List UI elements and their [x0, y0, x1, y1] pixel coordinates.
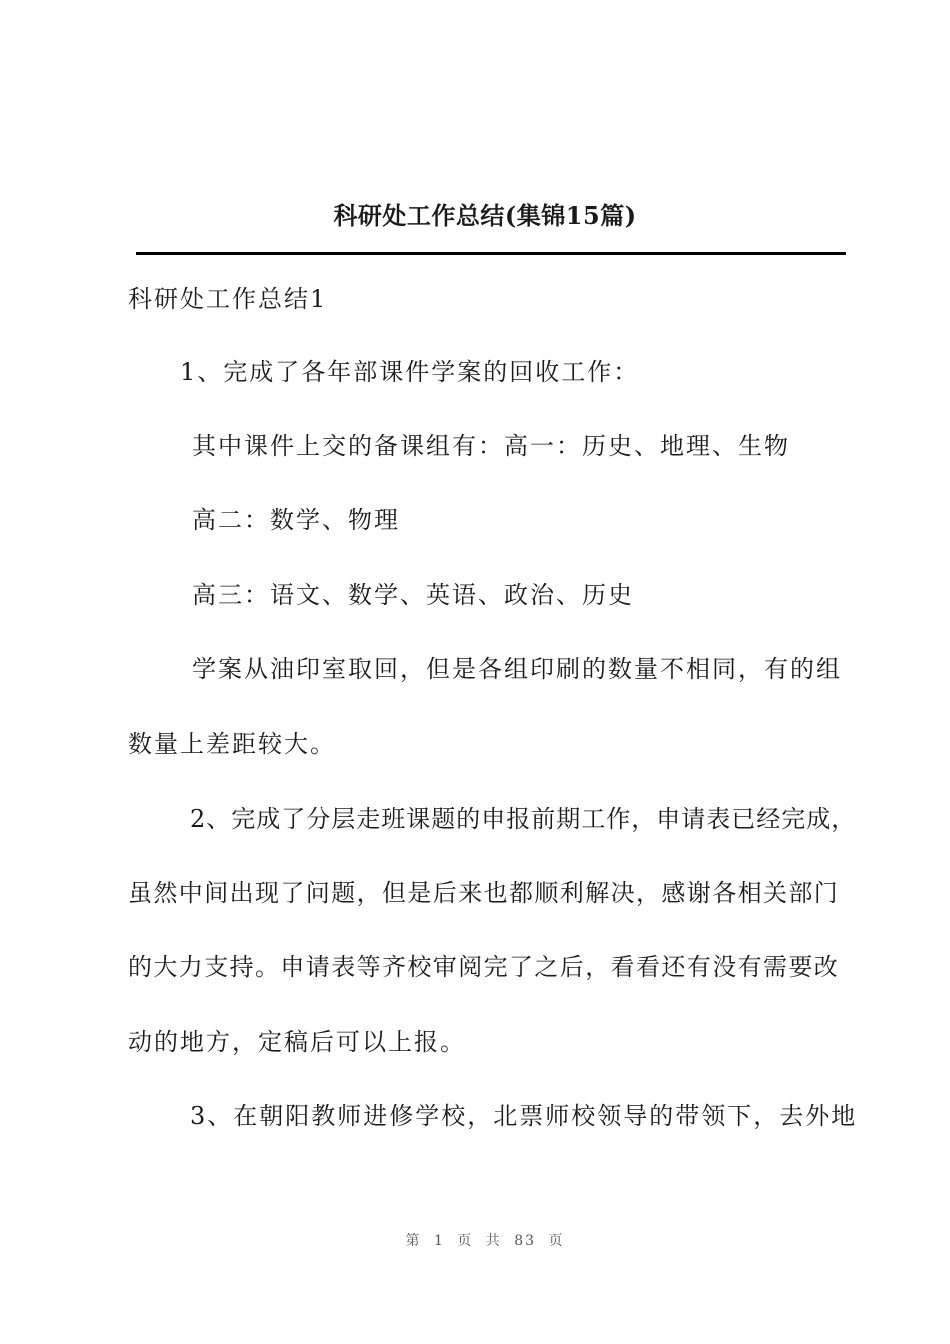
paragraph-line: 虽然中间出现了问题，但是后来也都顺利解决，感谢各相关部门	[128, 879, 840, 907]
section-heading: 科研处工作总结1	[128, 285, 328, 313]
paragraph-line: 高二：数学、物理	[192, 506, 400, 534]
paragraph-line: 动的地方，定稿后可以上报。	[128, 1028, 466, 1056]
paragraph-line: 的大力支持。申请表等齐校审阅完了之后，看看还有没有需要改	[128, 953, 840, 981]
paragraph-line: 高三：语文、数学、英语、政治、历史	[192, 581, 634, 609]
paragraph-line: 学案从油印室取回，但是各组印刷的数量不相同，有的组	[192, 655, 842, 683]
title-divider	[136, 252, 846, 255]
paragraph-line: 其中课件上交的备课组有：高一：历史、地理、生物	[192, 432, 790, 460]
document-title: 科研处工作总结(集锦15篇)	[333, 201, 637, 230]
paragraph-line: 数量上差距较大。	[128, 730, 336, 758]
page-number-footer: 第 1 页 共 83 页	[405, 1233, 565, 1249]
paragraph-line: 3、在朝阳教师进修学校，北票师校领导的带领下，去外地	[190, 1102, 858, 1130]
paragraph-line: 2、完成了分层走班课题的申报前期工作，申请表已经完成，	[190, 805, 857, 833]
paragraph-line: 1、完成了各年部课件学案的回收工作：	[180, 358, 640, 386]
